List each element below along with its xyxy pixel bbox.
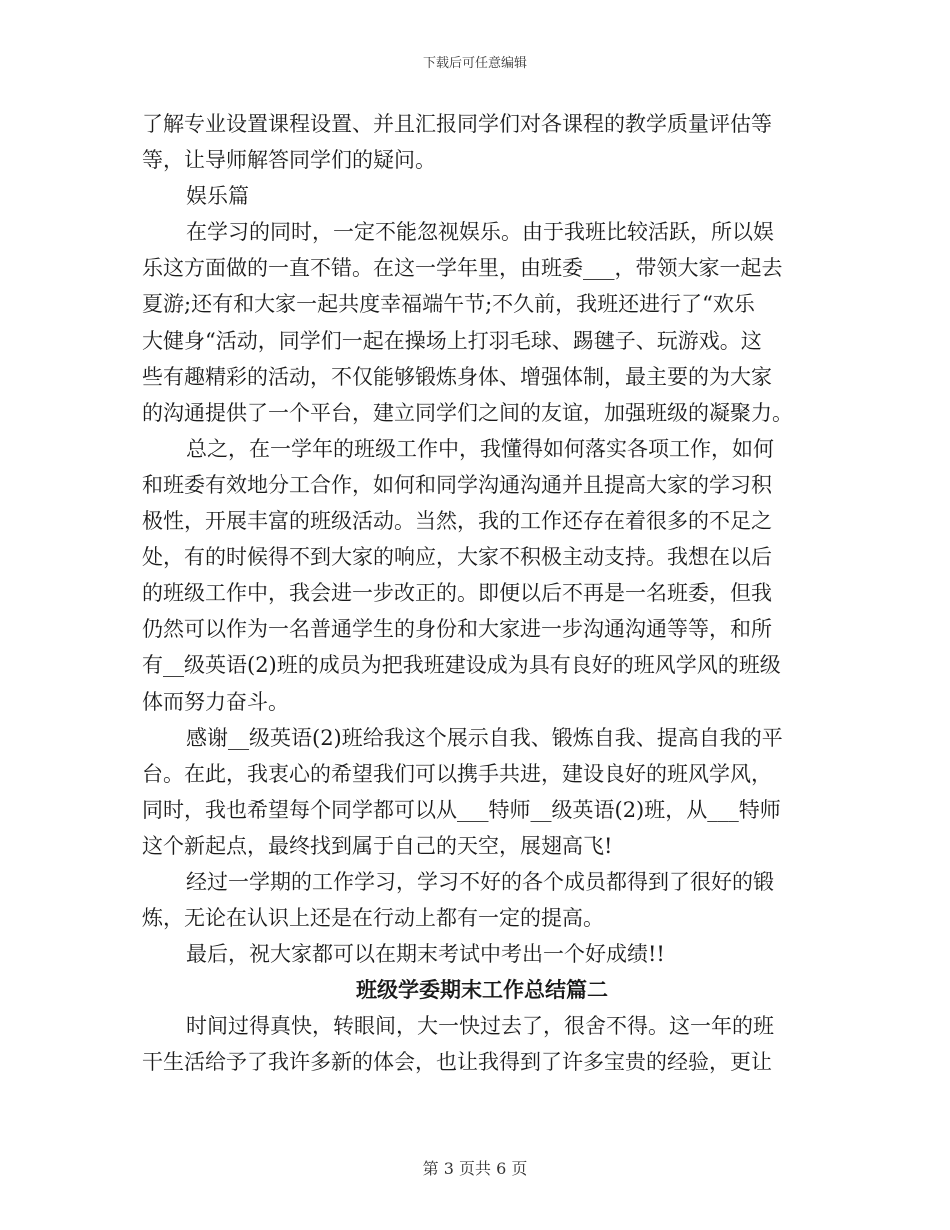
body-line: 最后，祝大家都可以在期末考试中考出一个好成绩!! [186, 942, 665, 967]
body-line: 的班级工作中，我会进一步改正的。即便以后不再是一名班委，但我 [142, 581, 772, 606]
body-line: 台。在此，我衷心的希望我们可以携手共进，建设良好的班风学风， [142, 761, 772, 786]
section-title-entertainment: 娱乐篇 [186, 184, 249, 209]
body-line: 感谢__级英语(2)班给我这个展示自我、锻炼自我、提高自我的平 [186, 725, 783, 750]
body-line: 极性，开展丰富的班级活动。当然，我的工作还存在着很多的不足之 [142, 509, 772, 534]
body-line: 经过一学期的工作学习，学习不好的各个成员都得到了很好的锻 [186, 869, 774, 894]
body-line: 有__级英语(2)班的成员为把我班建设成为具有良好的班风学风的班级 [142, 653, 781, 678]
body-line: 同时，我也希望每个同学都可以从___特师__级英语(2)班，从___特师 [142, 797, 781, 822]
body-line: 夏游;还有和大家一起共度幸福端午节;不久前，我班还进行了“欢乐 [142, 292, 755, 317]
body-line: 些有趣精彩的活动，不仅能够锻炼身体、增强体制，最主要的为大家 [142, 364, 772, 389]
body-line: 了解专业设置课程设置、并且汇报同学们对各课程的教学质量评估等 [142, 112, 772, 136]
section-heading: 班级学委期末工作总结篇二 [356, 977, 608, 1003]
body-line: 的沟通提供了一个平台，建立同学们之间的友谊，加强班级的凝聚力。 [142, 400, 793, 425]
body-line: 时间过得真快，转眼间，大一快过去了，很舍不得。这一年的班 [186, 1014, 774, 1039]
page-number: 第 3 页共 6 页 [422, 1159, 528, 1178]
body-line: 处，有的时候得不到大家的响应，大家不积极主动支持。我想在以后 [142, 545, 772, 570]
body-line: 和班委有效地分工合作，如何和同学沟通沟通并且提高大家的学习积 [142, 472, 772, 497]
body-line: 等，让导师解答同学们的疑问。 [142, 148, 436, 173]
body-line: 总之，在一学年的班级工作中，我懂得如何落实各项工作，如何 [186, 436, 774, 461]
body-line: 体而努力奋斗。 [142, 689, 289, 714]
body-line: 炼，无论在认识上还是在行动上都有一定的提高。 [142, 906, 604, 931]
document-body [142, 106, 822, 1081]
body-line: 在学习的同时，一定不能忽视娱乐。由于我班比较活跃，所以娱 [186, 220, 774, 245]
body-line: 仍然可以作为一名普通学生的身份和大家进一步沟通沟通等等，和所 [142, 617, 772, 642]
body-line: 干生活给予了我许多新的体会，也让我得到了许多宝贵的经验，更让 [142, 1050, 772, 1075]
page-header-note: 下载后可任意编辑 [422, 56, 527, 71]
body-line: 乐这方面做的一直不错。在这一学年里，由班委___，带领大家一起去 [142, 256, 783, 281]
body-line: 大健身“活动，同学们一起在操场上打羽毛球、踢毽子、玩游戏。这 [142, 328, 762, 353]
body-line: 这个新起点，最终找到属于自己的天空，展翅高飞! [142, 833, 613, 858]
